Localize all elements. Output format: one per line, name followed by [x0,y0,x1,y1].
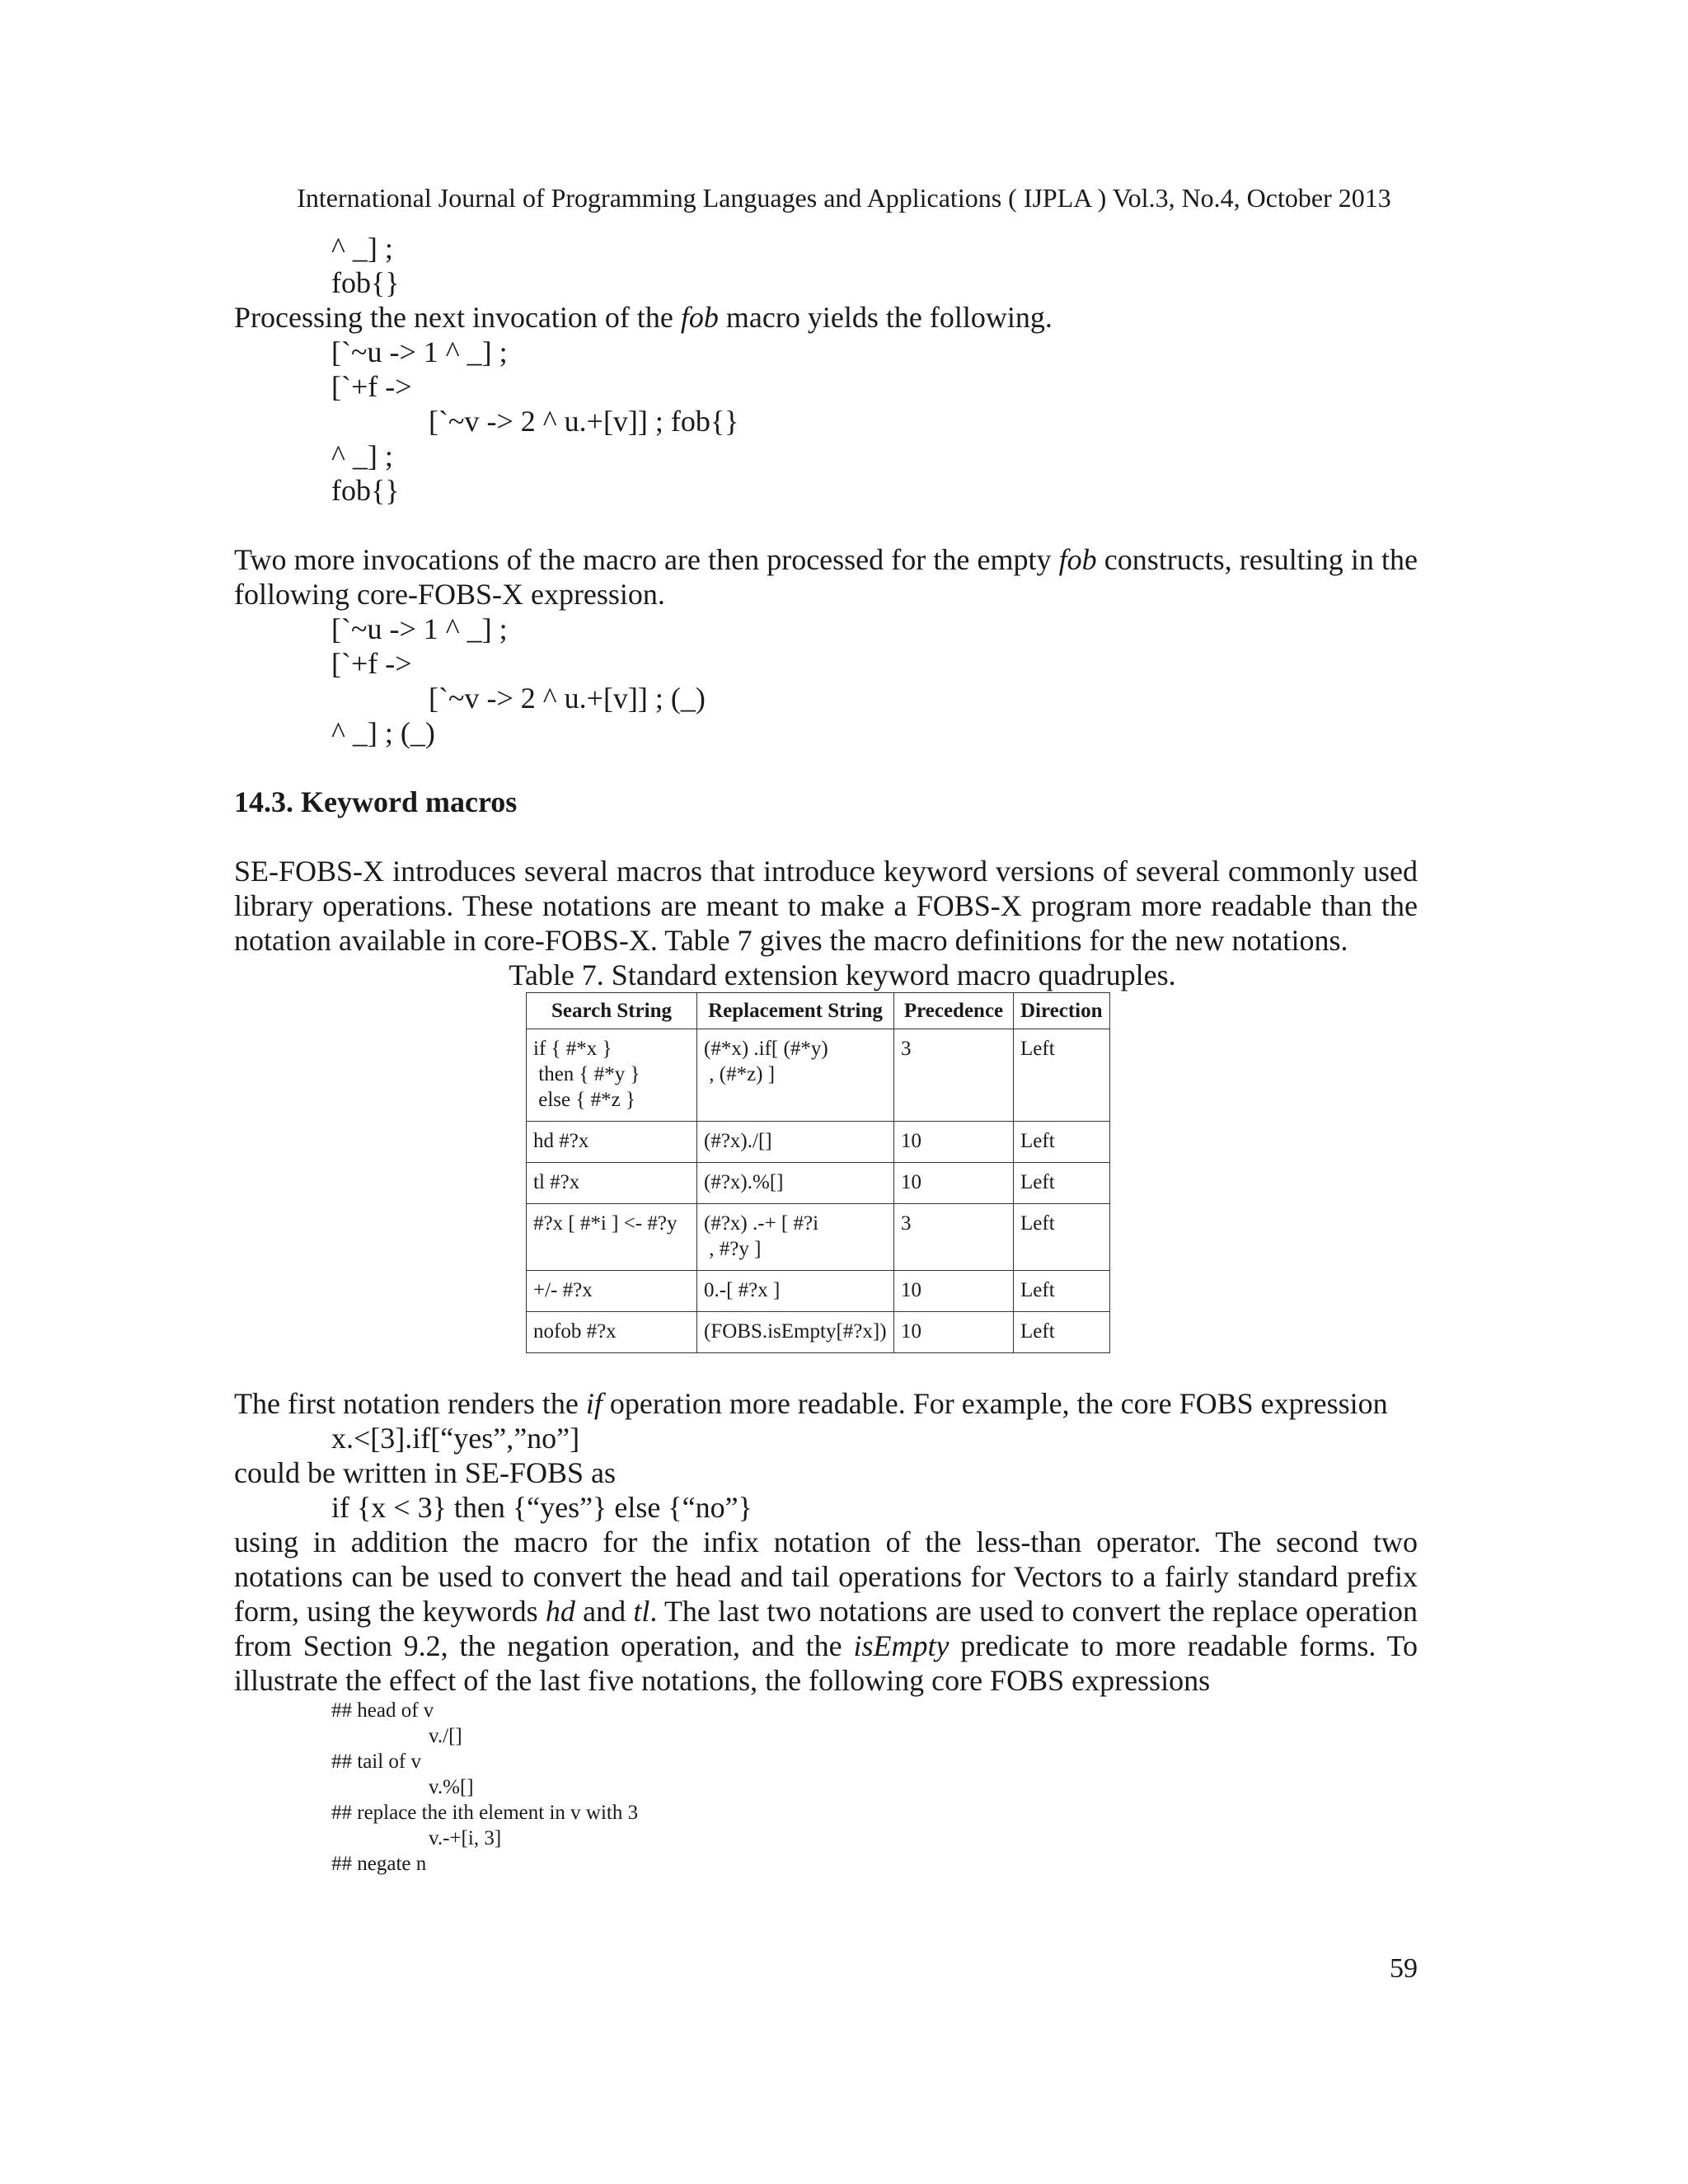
code-comment: ## negate n [331,1853,427,1875]
precedence-cell: 10 [894,1163,1014,1204]
search-cell: +/- #?x [527,1271,697,1312]
search-cell: #?x [ #*i ] <- #?y [527,1204,697,1271]
search-cell: tl #?x [527,1163,697,1204]
paragraph-keyword-intro: SE-FOBS-X introduces several macros that introduce keyword versions of several commonly used library operations. These notations are meant to make a FOBS-X program more readable than the notation available in core-FOBS-X. Table 7 gives the macro definitions for the new notations. [234,855,1418,957]
search-cell: nofob #?x [527,1312,697,1353]
section-heading: 14.3. Keyword macros [234,785,518,818]
paragraph-processing: Processing the next invocation of the fob macro yields the following. [234,301,1053,334]
replacement-cell: (FOBS.isEmpty[#?x]) [697,1312,894,1353]
paragraph-se-fobs: could be written in SE-FOBS as [234,1456,616,1489]
precedence-cell: 10 [894,1122,1014,1163]
table-caption: Table 7. Standard extension keyword macro quadruples. [509,958,1176,991]
precedence-cell: 10 [894,1271,1014,1312]
paragraph-notations-explained: using in addition the macro for the infix notation of the less-than operator. The second two notations can be used to convert the head and tail operations for Vectors to a fairly standard prefix form, using the keywords hd and tl. The last two notations are used to convert the replace operation from Section 9.2, the negation operation, and the isEmpty predicate to more readable forms. To illustrate the effect of the last five notations, the following core FOBS expressions [234,1526,1418,1697]
code-line: v.%[] [429,1776,474,1798]
replacement-cell: (#?x) .-+ [ #?i , #?y ] [697,1204,894,1271]
code-line: if {x < 3} then {“yes”} else {“no”} [331,1491,753,1524]
table-row [527,1204,1110,1271]
search-cell: if { #*x } then { #*y } else { #*z } [527,1029,697,1122]
code-line: x.<[3].if[“yes”,”no”] [331,1422,580,1455]
code-line: v.-+[i, 3] [429,1827,502,1849]
direction-cell: Left [1014,1204,1110,1271]
code-line: fob{} [331,474,400,507]
paragraph-more-invocations: Two more invocations of the macro are then processed for the empty fob constructs, resulting in the following core-FOBS-X expression. [234,543,1418,611]
code-comment: ## replace the ith element in v with 3 [331,1802,639,1824]
replacement-cell: (#?x)./[] [697,1122,894,1163]
direction-cell: Left [1014,1163,1110,1204]
code-line: [`~v -> 2 ^ u.+[v]] ; fob{} [429,405,739,438]
direction-cell: Left [1014,1122,1110,1163]
code-line: ^ _] ; [331,439,393,472]
replacement-cell: 0.-[ #?x ] [697,1271,894,1312]
code-line: ^ _] ; (_) [331,716,435,749]
code-line: [`~u -> 1 ^ _] ; [331,612,508,645]
table-row [527,1312,1110,1353]
code-comment: ## tail of v [331,1750,422,1773]
code-line: [`+f -> [331,370,412,403]
code-line: [`~u -> 1 ^ _] ; [331,335,508,368]
code-example-block [234,1698,1418,1877]
column-header: Direction [1014,993,1110,1029]
table-header-row [527,993,1110,1029]
column-header: Replacement String [697,993,894,1029]
table-row [527,1029,1110,1122]
table-row [527,1163,1110,1204]
code-line: [`~v -> 2 ^ u.+[v]] ; (_) [429,682,706,715]
table-row [527,1271,1110,1312]
page-number: 59 [1390,1953,1418,1984]
replacement-cell: (#*x) .if[ (#*y) , (#*z) ] [697,1029,894,1122]
direction-cell: Left [1014,1312,1110,1353]
code-line: fob{} [331,266,400,299]
code-line: [`+f -> [331,647,412,680]
direction-cell: Left [1014,1029,1110,1122]
search-cell: hd #?x [527,1122,697,1163]
column-header: Precedence [894,993,1014,1029]
precedence-cell: 10 [894,1312,1014,1353]
column-header: Search String [527,993,697,1029]
table-row [527,1122,1110,1163]
code-line: ^ _] ; [331,232,393,265]
running-header: International Journal of Programming Languages and Applications ( IJPLA ) Vol.3, No.4, October 2013 [297,183,1391,213]
precedence-cell: 3 [894,1204,1014,1271]
replacement-cell: (#?x).%[] [697,1163,894,1204]
paragraph-first-notation: The first notation renders the if operation more readable. For example, the core FOBS expression [234,1387,1388,1420]
page-body [234,231,1418,1877]
code-comment: ## head of v [331,1699,434,1722]
code-line: v./[] [429,1725,462,1747]
direction-cell: Left [1014,1271,1110,1312]
macro-table [526,992,1110,1353]
precedence-cell: 3 [894,1029,1014,1122]
